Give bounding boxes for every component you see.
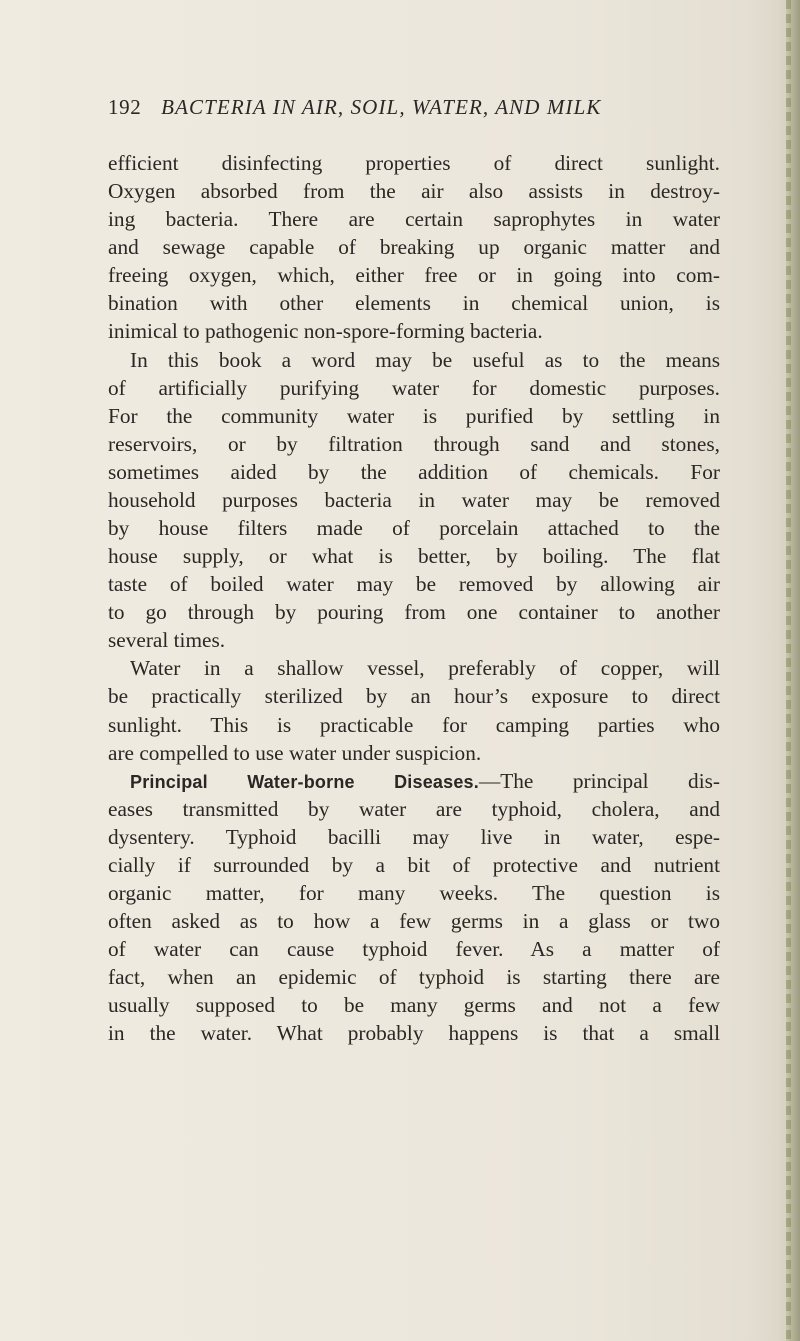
text-line: house supply, or what is better, by boiling. The flat [108,544,720,569]
text-line: taste of boiled water may be removed by allowing air [108,572,720,597]
text-line: of artificially purifying water for domestic purposes. [108,375,720,400]
running-head [108,95,720,125]
section-heading-line [108,767,720,795]
page-number: 192 [108,95,142,119]
text-line: ing bacteria. There are certain saprophytes in water [108,207,720,232]
text-line: For the community water is purified by settling in [108,403,720,428]
text-line: are compelled to use water under suspicion. [108,740,482,765]
text-line: often asked as to how a few germs in a glass or two [108,909,720,934]
text-line: freeing oxygen, which, either free or in going into com- [108,263,720,288]
text-line: sometimes aided by the addition of chemicals. For [108,459,720,484]
text-line: inimical to pathogenic non-spore-forming bacteria. [108,319,543,344]
text-line: organic matter, for many weeks. The question is [108,881,720,906]
text-line: dysentery. Typhoid bacilli may live in water, espe- [108,824,720,849]
text-line: by house filters made of porcelain attached to the [108,516,720,541]
section-heading: Principal Water-borne Diseases. [130,771,479,792]
text-line: cially if surrounded by a bit of protective and nutrient [108,852,720,877]
text-line: fact, when an epidemic of typhoid is starting there are [108,965,720,990]
text-line: and sewage capable of breaking up organic matter and [108,235,720,260]
paragraph-first-line: In this book a word may be useful as to the means [130,347,720,372]
text-line: several times. [108,628,226,653]
text-line: eases transmitted by water are typhoid, cholera, and [108,796,720,821]
text-line: bination with other elements in chemical union, is [108,291,720,316]
text-line: of water can cause typhoid fever. As a matter of [108,937,720,962]
text-line: be practically sterilized by an hour’s exposure to direct [108,684,720,709]
run-in-text: —The principal dis- [478,768,720,793]
text-line: efficient disinfecting properties of direct sunlight. [108,151,720,175]
text-line: Oxygen absorbed from the air also assists in destroy- [108,179,720,204]
text-line: to go through by pouring from one container to another [108,600,720,625]
text-line: sunlight. This is practicable for camping parties who [108,712,720,737]
body-text [108,149,720,1048]
running-title: BACTERIA IN AIR, SOIL, WATER, AND MILK [161,95,602,119]
text-line: household purposes bacteria in water may be removed [108,487,720,512]
page-binding-edge [778,0,800,1341]
text-line: in the water. What probably happens is that a small [108,1021,720,1046]
paragraph-first-line: Water in a shallow vessel, preferably of copper, will [130,656,720,681]
text-line: reservoirs, or by filtration through sand and stones, [108,431,720,456]
text-line: usually supposed to be many germs and not a few [108,993,720,1018]
